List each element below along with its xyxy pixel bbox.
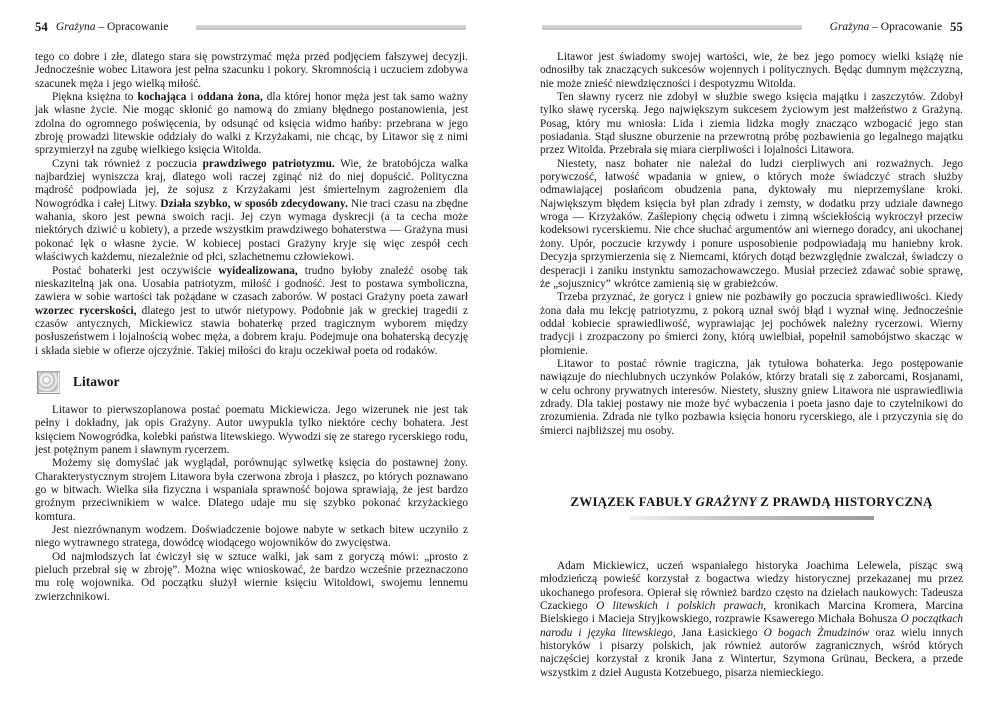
- paragraph: tego co dobre i złe, dlatego stara się powstrzymać męża przed podjęciem fałszywej decyzji. Jednocześnie wobec Litawora jest pełna szacunku i pokory. Skromnością i uczuciem zdobywa szacunek męża i jego wielką miłość.: [35, 51, 468, 90]
- page-54-body: [35, 51, 468, 604]
- paragraph: Litawor to pierwszoplanowa postać poematu Mickiewicza. Jego wizerunek nie jest tak pełny i dokładny, jak opis Grażyny. Autor uwypukla tylko niektóre cechy bohatera. Jest księciem Nowogródka, kolebki państwa litewskiego. Wywodzi się ze starego rycerskiego rodu, jest potężnym panem i sławnym rycerzem.: [35, 403, 468, 456]
- page-number: 55: [950, 19, 963, 34]
- paragraph: Niestety, nasz bohater nie należał do ludzi cierpliwych ani rozważnych. Jego porywczość, łatwość wpadania w gniew, o których może świadczyć strach służby odmawiającej posłańcom obudzenia pana, dyktowały mu nieprzemyślane kroki. Największym błędem księcia był plan zdrady i zemsty, w dodatku przy udziale dawnego wroga — Krzyżaków. Zaślepiony chęcią odwetu i zimną wściekłością wykroczył przeciw kodeksowi rycerskiemu. Nie chce słuchać argumentów ani wiernego doradcy, ani ukochanej żony. Upór, poczucie krzywdy i ponure usposobienie podpowiadają mu haniebny krok. Decyzja sprzymierzenia się z Niemcami, których dotąd bezwzględnie zwalczał, świadczy o desperacji i zaniku instynktu samozachowawczego. Musiał przecież zdawać sobie sprawę, że „sojusznicy” wkrótce zamienią się w grabieżców.: [540, 157, 963, 290]
- chapter-heading-rule: [629, 516, 874, 520]
- paragraph: Piękna księżna to kochająca i oddana żona, dla której honor męża jest tak samo ważny jak własne życie. Nie mogąc skłonić go namową do zmiany błędnego postanowienia, jest zdolna do ogromnego poświęcenia, by odsunąć od księcia widmo hańby: przebrana w jego zbroję prowadzi litewskie oddziały do walki z Krzyżakami, nie chcąc, by Litawor się z nimi sprzymierzył na zgubę wielkiego księcia Witolda.: [35, 91, 468, 157]
- running-title: Grażyna – Opracowanie: [829, 21, 943, 33]
- chapter-heading: [540, 494, 963, 520]
- section-heading-label: Litawor: [73, 374, 120, 390]
- header-rule: [542, 25, 802, 30]
- page-55-body: [540, 51, 963, 680]
- paragraph: Litawor jest świadomy swojej wartości, wie, że bez jego pomocy wielki książę nie odnosiłby tak znaczących sukcesów wojennych i politycznych. Będąc dumnym mężczyzną, nie może znieść niewdzięczności i despotyzmu Witolda.: [540, 51, 963, 90]
- ornament-square-icon: [37, 371, 60, 394]
- paragraph: Postać bohaterki jest oczywiście wyidealizowana, trudno byłoby znaleźć osobę tak nieskazitelną jak ona. Uosabia patriotyzm, miłość i godność. Jest to postawa symboliczna, zawiera w sobie wartości tak pożądane w czasach zaborów. W postaci Grażyny poeta zawarł wzorzec rycerskości, dlatego jest to utwór nietypowy. Podobnie jak w greckiej tragedii z czasów antycznych, Mickiewicz stawia bohaterkę przed tragicznym wyborem między posłuszeństwem i lojalnością wobec męża, a dobrem kraju. Podejmuje ona bohaterską decyzję i składa siebie w ofierze ojczyźnie. Takiej miłości do kraju oczekiwał poeta od rodaków.: [35, 264, 468, 357]
- header-rule: [196, 25, 466, 30]
- running-header-right: [540, 20, 963, 34]
- section-heading-litawor: [37, 371, 468, 394]
- running-header-left: [35, 20, 468, 34]
- paragraph: Od najmłodszych lat ćwiczył się w sztuce walki, jak sam z goryczą mówi: „prosto z pieluch przebrał się w zbroję”. Można więc wnioskować, że bardzo wcześnie przeznaczono mu rolę wojownika. Od początku służył wiernie księciu Witoldowi, swojemu lennemu zwierzchnikowi.: [35, 550, 468, 603]
- page-55: [500, 0, 1000, 712]
- running-title: Grażyna – Opracowanie: [55, 21, 169, 33]
- paragraph: Adam Mickiewicz, uczeń wspaniałego historyka Joachima Lelewela, pisząc swą młodzieńczą powieść korzystał z bogactwa wiedzy historycznej przekazanej mu przez ukochanego profesora. Opierał się również bardzo często na dziełach naukowych: Tadeusza Czackiego O litewskich i polskich prawach, kronikach Marcina Kromera, Marcina Bielskiego i Macieja Stryjkowskiego, rozprawie Ksawerego Michała Bohusza O początkach narodu i języka litewskiego, Jana Łasickiego O bogach Żmudzinów oraz wielu innych historyków i pisarzy polskich, jak również autorów zagranicznych, wśród których najczęściej korzystał z kronik Jana z Wintertur, Szymona Grünau, Beckera, a przede wszystkim z dzieł Augusta Kotzebuego, pisarza niemieckiego.: [540, 559, 963, 679]
- paragraph: Możemy się domyślać jak wyglądał, porównując sylwetkę księcia do postawnej żony. Charakterystycznym strojem Litawora była czerwona zbroja i płaszcz, po których poznawano go w bitwach. Wielka siła fizyczna i wspaniała sprawność bojowa sprawiają, że jest bardzo groźnym przeciwnikiem w walce. Dlatego udaje mu się szybko pokonać krzyżackiego komtura.: [35, 457, 468, 523]
- page-number: 54: [35, 19, 48, 34]
- paragraph: Litawor to postać równie tragiczna, jak tytułowa bohaterka. Jego postępowanie nawiązuje do niechlubnych uczynków Polaków, którzy bratali się z zaborcami, Rosjanami, w celu ochrony prywatnych interesów. Niestety, słuszny gniew Litawora nie usprawiedliwia zdrady. Dla takiej postawy nie może być wybaczenia i poeta jasno daje to czytelnikowi do zrozumienia. Zdrada nie tylko pozbawia księcia honoru rycerskiego, ale i przyczynia się do śmierci najbliższej mu osoby.: [540, 357, 963, 437]
- paragraph: Trzeba przyznać, że gorycz i gniew nie pozbawiły go poczucia sprawiedliwości. Kiedy żona dała mu lekcję patriotyzmu, z pokorą uznał swój błąd i wyznał winę. Jednocześnie oddał kobiecie sprawiedliwość, wyprawiając jej pochówek należny rycerzowi. Wierny tradycji i zrozpaczony po śmierci żony, którą uwielbiał, popełnił samobójstwo skacząc w płomienie.: [540, 291, 963, 357]
- chapter-heading-title: ZWIĄZEK FABUŁY GRAŻYNY Z PRAWDĄ HISTORYCZNĄ: [570, 493, 933, 509]
- paragraph: Czyni tak również z poczucia prawdziwego patriotyzmu. Wie, że bratobójcza walka najbardziej wyniszcza kraj, dlatego woli raczej zginąć niż do niej dopuścić. Polityczna mądrość podpowiada jej, że sojusz z Krzyżakami jest śmiertelnym zagrożeniem dla Nowogródka i całej Litwy. Działa szybko, w sposób zdecydowany. Nie traci czasu na zbędne wahania, skoro jest pewna swoich racji. Jej czyn wymaga dyskrecji (a ta cecha może niektórych dziwić u kobiety), a przede wszystkim prawdziwego bohaterstwa — Grażyna musi pokonać lęk o własne życie. W kobiecej postaci Grażyny kryje się więc zespół cech właściwych każdemu, niezależnie od płci, szlachetnemu człowiekowi.: [35, 157, 469, 264]
- paragraph: Ten sławny rycerz nie zdobył w służbie swego księcia majątku i zaszczytów. Zdobył tylko sławę rycerską. Jego największym sukcesem życiowym jest małżeństwo z Grażyną. Posag, który mu wniosła: Lida i ziemia lidzka mogły znacząco wzbogacić jego stan posiadania. Stąd słuszne oburzenie na przewrotną próbę pozbawienia go legalnego majątku przez Witolda. Przebrała się miara cierpliwości i lojalności Litawora.: [540, 91, 963, 157]
- paragraph: Jest niezrównanym wodzem. Doświadczenie bojowe nabyte w setkach bitew uczyniło z niego wytrawnego stratega, dowódcę wiodącego wojowników do zwycięstwa.: [35, 524, 468, 550]
